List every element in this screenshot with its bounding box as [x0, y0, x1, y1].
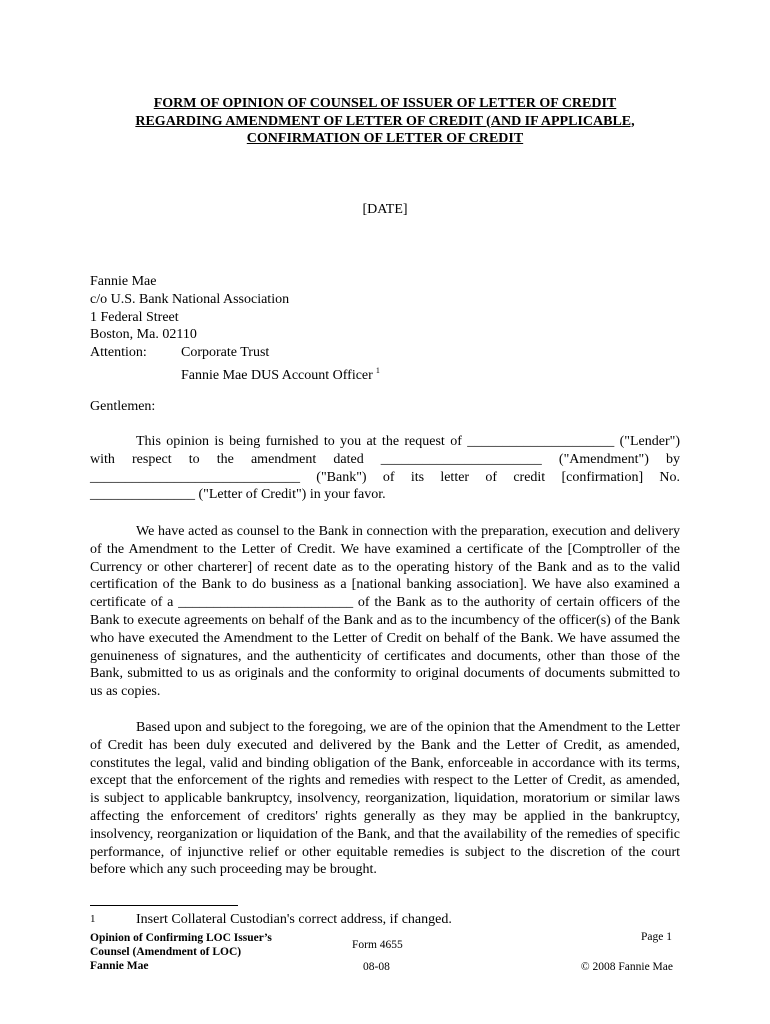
attention-line [90, 344, 380, 362]
footer-form-number: Form 4655 [352, 939, 403, 951]
attention-line-2 [90, 362, 380, 385]
document-title [90, 95, 680, 148]
attention-account-officer: Fannie Mae DUS Account Officer [181, 367, 373, 383]
footnote-divider [90, 905, 238, 906]
paragraph-request: This opinion is being furnished to you at the request of _____________________ ("Lender") with respect to the amendment dated _______________________ ("Amendment") by ______________________________ ("Bank") of its letter of credit [confirmation] No. _______________ ("Letter of Credit") in your favor. [90, 434, 680, 503]
footer-left-line-1: Opinion of Confirming LOC Issuer’s [90, 932, 272, 944]
footer-document-name [90, 931, 272, 973]
address-line-2: 1 Federal Street [90, 309, 179, 325]
title-line-2: REGARDING AMENDMENT OF LETTER OF CREDIT (AND IF APPLICABLE, [135, 113, 635, 129]
paragraph-opinion: Based upon and subject to the foregoing, we are of the opinion that the Amendment to the Letter of Credit has been duly executed and delivered by the Bank and the Letter of Credit, as amended, constitutes the legal, valid and binding obligation of the Bank, enforceable in accordance with its terms, except that the enforcement of the rights and remedies with respect to the Letter of Credit, as amended, is subject to applicable bankruptcy, insolvency, reorganization, liquidation, moratorium or similar laws affecting the enforcement of creditors' rights generally as they may be applied in the bankruptcy, insolvency, reorganization or liquidation of the Bank, and that the availability of the remedies of specific performance, of injunctive relief or other equitable remedies is subject to the discretion of the court before which any such proceeding may be brought. [90, 720, 680, 878]
address-line-3: Boston, Ma. 02110 [90, 327, 197, 343]
footer-form-date: 08-08 [363, 961, 390, 973]
date-placeholder: [DATE] [362, 202, 408, 217]
address-line-1: c/o U.S. Bank National Association [90, 291, 290, 307]
title-line-3: CONFIRMATION OF LETTER OF CREDIT [246, 131, 524, 146]
footnote-text: Insert Collateral Custodian's correct address, if changed. [136, 912, 452, 927]
footnote-reference: 1 [375, 365, 380, 375]
recipient-address [90, 273, 380, 385]
footnote [90, 912, 452, 928]
footnote-number: 1 [90, 913, 96, 925]
footer-left-line-3: Fannie Mae [90, 960, 149, 972]
footer-copyright: © 2008 Fannie Mae [580, 961, 673, 973]
footer-left-line-2: Counsel (Amendment of LOC) [90, 946, 242, 958]
attention-corporate-trust: Corporate Trust [181, 345, 270, 361]
footer-page-number: Page 1 [641, 931, 672, 943]
title-line-1: FORM OF OPINION OF COUNSEL OF ISSUER OF LETTER OF CREDIT [153, 96, 617, 111]
salutation: Gentlemen: [90, 399, 156, 414]
recipient-name: Fannie Mae [90, 274, 157, 289]
paragraph-examination: We have acted as counsel to the Bank in connection with the preparation, execution and delivery of the Amendment to the Letter of Credit. We have examined a certificate of the [Comptroller of the Currency or other charterer] of recent date as to the operating history of the Bank and as to the valid certification of the Bank to do business as a [national banking association]. We have also examined a certificate of a _________________________ of the Bank as to the authority of certain officers of the Bank to execute agreements on behalf of the Bank and as to the incumbency of the officer(s) of the Bank who have executed the Amendment to the Letter of Credit on behalf of the Bank. We have assumed the genuineness of signatures, and the authenticity of certificates and documents, other than those of the Bank, submitted to us as originals and the conformity to original documents of documents submitted to us as copies. [90, 524, 680, 700]
attention-label: Attention: [90, 345, 147, 361]
